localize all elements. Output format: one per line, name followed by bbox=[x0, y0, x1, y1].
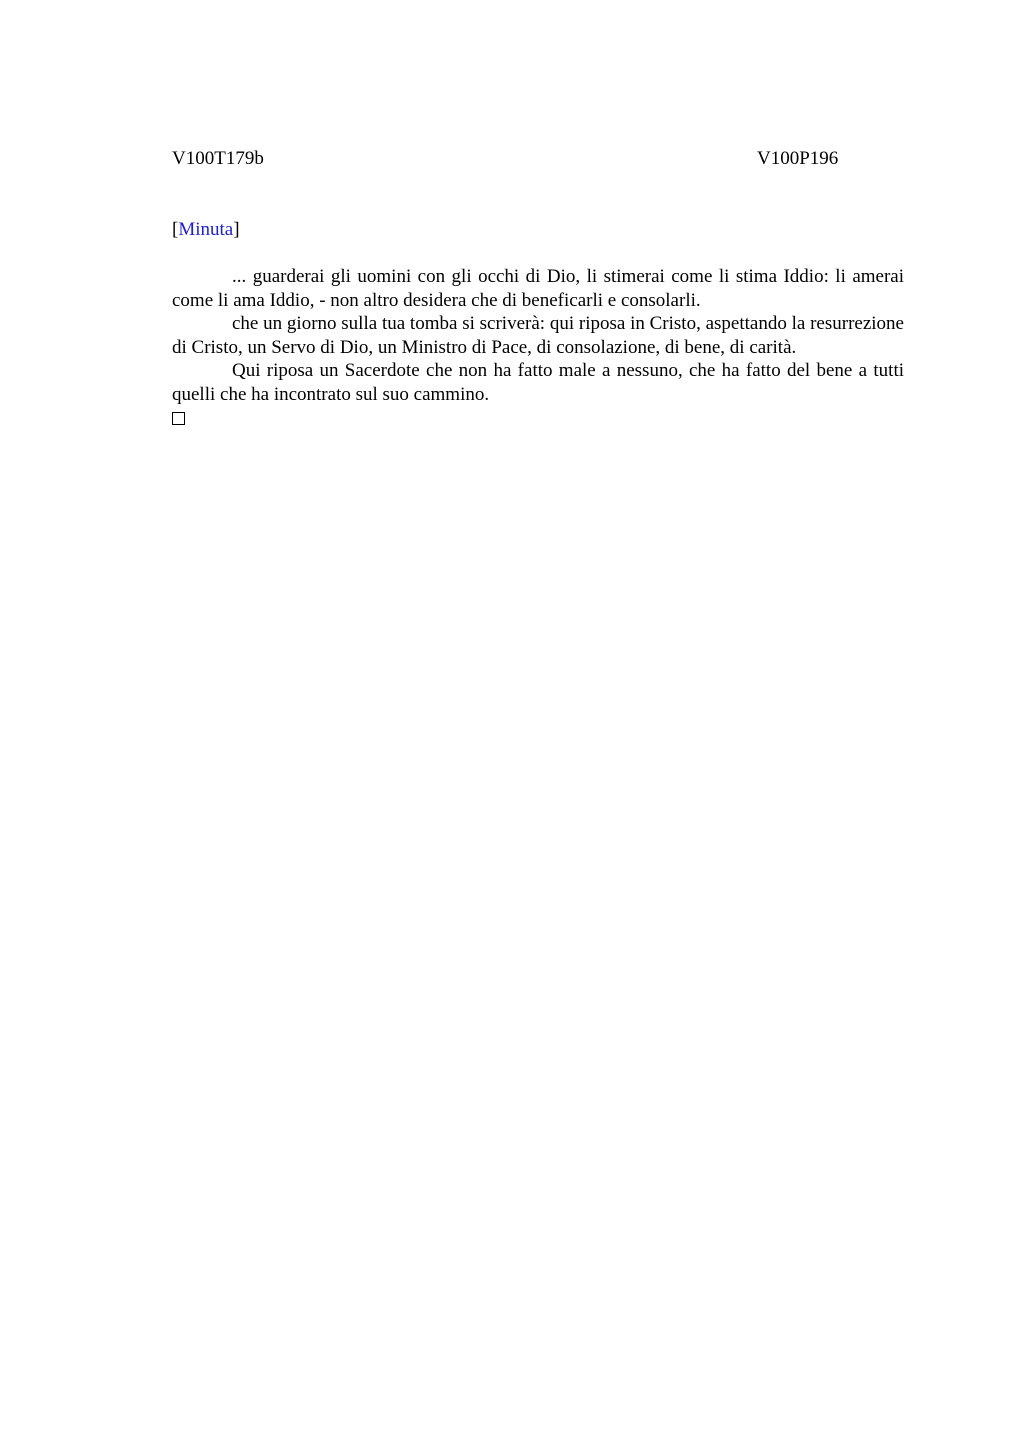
document-body bbox=[172, 265, 904, 425]
document-header bbox=[172, 146, 852, 172]
document-type-label bbox=[172, 217, 240, 243]
open-bracket: [ bbox=[172, 219, 179, 240]
paragraph-2: che un giorno sulla tua tomba si scriverà: qui riposa in Cristo, aspettando la resurrezione di Cristo, un Servo di Dio, un Ministro di Pace, di consolazione, di bene, di carità. bbox=[172, 313, 904, 358]
square-outline-icon bbox=[172, 412, 185, 425]
paragraph-3: Qui riposa un Sacerdote che non ha fatto male a nessuno, che ha fatto del bene a tutti quelli che ha incontrato sul suo cammino. bbox=[172, 360, 904, 405]
close-bracket: ] bbox=[233, 219, 240, 240]
paragraph-1: ... guarderai gli uomini con gli occhi di Dio, li stimerai come li stima Iddio: li amerai come li ama Iddio, - non altro desidera che di beneficarli e consolarli. bbox=[172, 266, 904, 311]
minuta-link[interactable]: Minuta bbox=[178, 219, 234, 240]
document-code-left: V100T179b bbox=[172, 148, 264, 169]
document-code-right: V100P196 bbox=[757, 148, 839, 169]
